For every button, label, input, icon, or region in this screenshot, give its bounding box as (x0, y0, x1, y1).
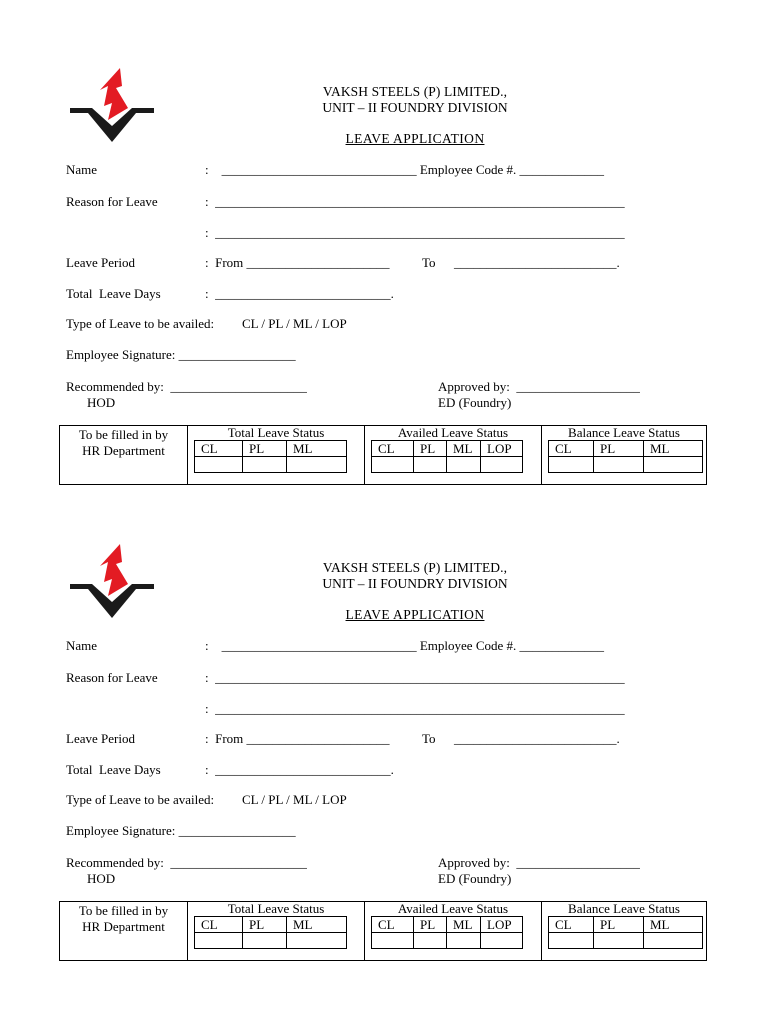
availed-ml-header: ML (447, 441, 481, 457)
balance-leave-status-header: Balance Leave Status (568, 901, 680, 916)
leave-type-label: Type of Leave to be availed: (66, 316, 215, 331)
availed-lop-header: LOP (481, 441, 523, 457)
availed-cl-header: CL (372, 917, 414, 933)
approved-by-field[interactable]: Approved by: ___________________ (438, 855, 640, 870)
leave-period-label: Leave Period (66, 255, 135, 270)
hr-label-line-1: To be filled in by (78, 427, 169, 442)
balance-leave-status-grid (548, 916, 703, 949)
balance-cl-value[interactable] (549, 457, 594, 473)
hr-status-table (59, 901, 707, 961)
balance-ml-value[interactable] (644, 933, 703, 949)
leave-to-label: To (422, 255, 436, 270)
availed-cl-value[interactable] (372, 933, 414, 949)
total-ml-header: ML (287, 441, 347, 457)
balance-ml-header: ML (644, 441, 703, 457)
availed-ml-value[interactable] (447, 457, 481, 473)
reason-field-1[interactable]: : _______________________________________________________________ (205, 194, 625, 209)
company-unit: UNIT – II FOUNDRY DIVISION (322, 100, 508, 115)
total-leave-status-header: Total Leave Status (227, 425, 325, 440)
balance-pl-header: PL (594, 441, 644, 457)
total-days-label: Total Leave Days (66, 762, 161, 777)
approved-by-field[interactable]: Approved by: ___________________ (438, 379, 640, 394)
leave-type-options[interactable]: CL / PL / ML / LOP (242, 792, 347, 807)
recommended-by-field[interactable]: Recommended by: _____________________ (66, 379, 307, 394)
total-days-field[interactable]: : ___________________________. (205, 286, 394, 301)
name-label: Name (66, 162, 98, 177)
availed-cl-value[interactable] (372, 457, 414, 473)
form-title: LEAVE APPLICATION (345, 607, 485, 622)
leave-to-field[interactable]: _________________________. (454, 255, 620, 270)
hod-label: HOD (87, 395, 116, 410)
availed-leave-status-header: Availed Leave Status (397, 901, 509, 916)
reason-field-2[interactable]: : _______________________________________________________________ (205, 225, 625, 240)
company-logo-icon (70, 544, 154, 618)
company-name: VAKSH STEELS (P) LIMITED., (322, 560, 508, 575)
availed-lop-header: LOP (481, 917, 523, 933)
leave-from-field[interactable]: : From ______________________ (205, 255, 390, 270)
availed-pl-header: PL (414, 441, 447, 457)
availed-leave-status-grid (371, 916, 523, 949)
reason-label: Reason for Leave (66, 194, 158, 209)
total-cl-header: CL (195, 917, 243, 933)
total-pl-value[interactable] (243, 933, 287, 949)
name-label: Name (66, 638, 98, 653)
total-ml-value[interactable] (287, 457, 347, 473)
balance-cl-value[interactable] (549, 933, 594, 949)
total-leave-status-grid (194, 440, 347, 473)
leave-to-field[interactable]: _________________________. (454, 731, 620, 746)
total-pl-value[interactable] (243, 457, 287, 473)
balance-ml-header: ML (644, 917, 703, 933)
total-ml-header: ML (287, 917, 347, 933)
availed-pl-header: PL (414, 917, 447, 933)
balance-ml-value[interactable] (644, 457, 703, 473)
leave-from-field[interactable]: : From ______________________ (205, 731, 390, 746)
balance-leave-status-header: Balance Leave Status (568, 425, 680, 440)
availed-ml-value[interactable] (447, 933, 481, 949)
leave-period-label: Leave Period (66, 731, 135, 746)
availed-leave-status-header: Availed Leave Status (397, 425, 509, 440)
balance-pl-header: PL (594, 917, 644, 933)
balance-pl-value[interactable] (594, 933, 644, 949)
hr-label-line-2: HR Department (82, 443, 165, 458)
reason-label: Reason for Leave (66, 670, 158, 685)
availed-lop-value[interactable] (481, 933, 523, 949)
total-cl-value[interactable] (195, 933, 243, 949)
availed-cl-header: CL (372, 441, 414, 457)
name-field[interactable]: : ______________________________ Employee Code #. _____________ (205, 638, 605, 653)
availed-pl-value[interactable] (414, 457, 447, 473)
balance-cl-header: CL (549, 441, 594, 457)
total-leave-status-header: Total Leave Status (227, 901, 325, 916)
leave-to-label: To (422, 731, 436, 746)
availed-lop-value[interactable] (481, 457, 523, 473)
total-cl-value[interactable] (195, 457, 243, 473)
employee-signature-field[interactable]: Employee Signature: __________________ (66, 823, 296, 838)
total-pl-header: PL (243, 441, 287, 457)
reason-field-1[interactable]: : _______________________________________________________________ (205, 670, 625, 685)
availed-ml-header: ML (447, 917, 481, 933)
total-cl-header: CL (195, 441, 243, 457)
balance-leave-status-grid (548, 440, 703, 473)
leave-type-label: Type of Leave to be availed: (66, 792, 215, 807)
total-days-label: Total Leave Days (66, 286, 161, 301)
hr-label-line-2: HR Department (82, 919, 165, 934)
company-logo-icon (70, 68, 154, 142)
name-field[interactable]: : ______________________________ Employee Code #. _____________ (205, 162, 605, 177)
availed-leave-status-grid (371, 440, 523, 473)
recommended-by-field[interactable]: Recommended by: _____________________ (66, 855, 307, 870)
hod-label: HOD (87, 871, 116, 886)
total-ml-value[interactable] (287, 933, 347, 949)
leave-application-form-2 (0, 476, 768, 956)
company-unit: UNIT – II FOUNDRY DIVISION (322, 576, 508, 591)
total-leave-status-grid (194, 916, 347, 949)
ed-foundry-label: ED (Foundry) (438, 871, 512, 886)
hr-label-line-1: To be filled in by (78, 903, 169, 918)
ed-foundry-label: ED (Foundry) (438, 395, 512, 410)
total-pl-header: PL (243, 917, 287, 933)
availed-pl-value[interactable] (414, 933, 447, 949)
balance-cl-header: CL (549, 917, 594, 933)
leave-application-form-1 (0, 0, 768, 480)
total-days-field[interactable]: : ___________________________. (205, 762, 394, 777)
employee-signature-field[interactable]: Employee Signature: __________________ (66, 347, 296, 362)
reason-field-2[interactable]: : _______________________________________________________________ (205, 701, 625, 716)
leave-type-options[interactable]: CL / PL / ML / LOP (242, 316, 347, 331)
form-title: LEAVE APPLICATION (345, 131, 485, 146)
company-name: VAKSH STEELS (P) LIMITED., (322, 84, 508, 99)
balance-pl-value[interactable] (594, 457, 644, 473)
